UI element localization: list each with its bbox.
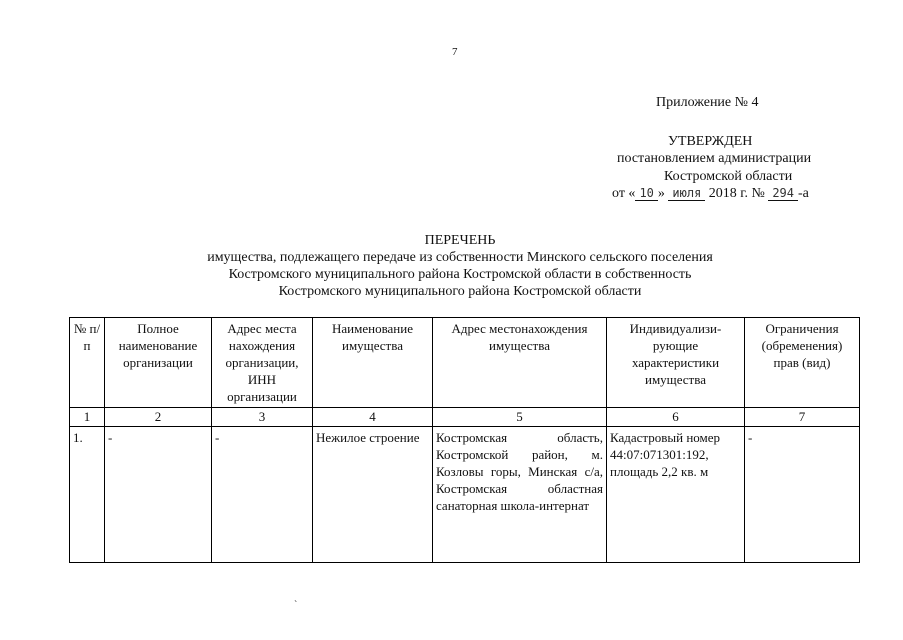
column-number: 7 [745,408,860,427]
header-cell: Наименование имущества [313,318,433,408]
date-prefix: от « [612,186,636,201]
row-number-cell: 1. [70,427,105,563]
year-text: 2018 г. № [708,186,765,201]
title-line-2: Костромского муниципального района Костромской области в собственность [228,267,692,282]
column-number: 5 [433,408,607,427]
column-number: 4 [313,408,433,427]
column-number: 3 [212,408,313,427]
title-line-3: Костромского муниципального района Костромской области [278,284,642,299]
column-number: 6 [607,408,745,427]
header-cell: Полное наименование организации [105,318,212,408]
column-number: 2 [105,408,212,427]
handwritten-day: 10 [635,186,657,201]
column-number-row [70,408,860,427]
approval-region: Костромской области [664,169,793,184]
approval-date-line [612,186,809,202]
scan-speck: ˋ [294,600,298,611]
property-table [69,317,860,563]
handwritten-number: 294 [768,186,798,201]
restrictions-cell: - [745,427,860,563]
property-name-cell: Нежилое строение [313,427,433,563]
organization-address-cell: - [212,427,313,563]
title-line-1: имущества, подлежащего передаче из собственности Минского сельского поселения [207,250,713,265]
property-characteristics-cell: Кадастровый номер 44:07:071301:192, площадь 2,2 кв. м [607,427,745,563]
property-address-cell: Костромская область, Костромской район, м. Козловы горы, Минская с/а, Костромская областная санаторная школа-интернат [433,427,607,563]
page-number: 7 [452,46,458,58]
column-number: 1 [70,408,105,427]
table-header-row [70,318,860,408]
approval-heading: УТВЕРЖДЕН [668,134,753,149]
organization-name-cell: - [105,427,212,563]
approval-by: постановлением администрации [617,151,812,166]
header-cell: Ограничения (обременения) прав (вид) [745,318,860,408]
number-suffix: -а [798,186,809,201]
appendix-label: Приложение № 4 [656,95,759,110]
title-heading: ПЕРЕЧЕНЬ [424,233,496,248]
document-title [150,232,770,300]
header-cell: Адрес места нахождения организации, ИНН организации [212,318,313,408]
handwritten-month: июля [668,186,705,201]
date-mid: » [657,186,665,201]
header-cell: № п/п [70,318,105,408]
table-row [70,427,860,563]
header-cell: Индивидуализи-рующие характеристики имущества [607,318,745,408]
header-cell: Адрес местонахождения имущества [433,318,607,408]
